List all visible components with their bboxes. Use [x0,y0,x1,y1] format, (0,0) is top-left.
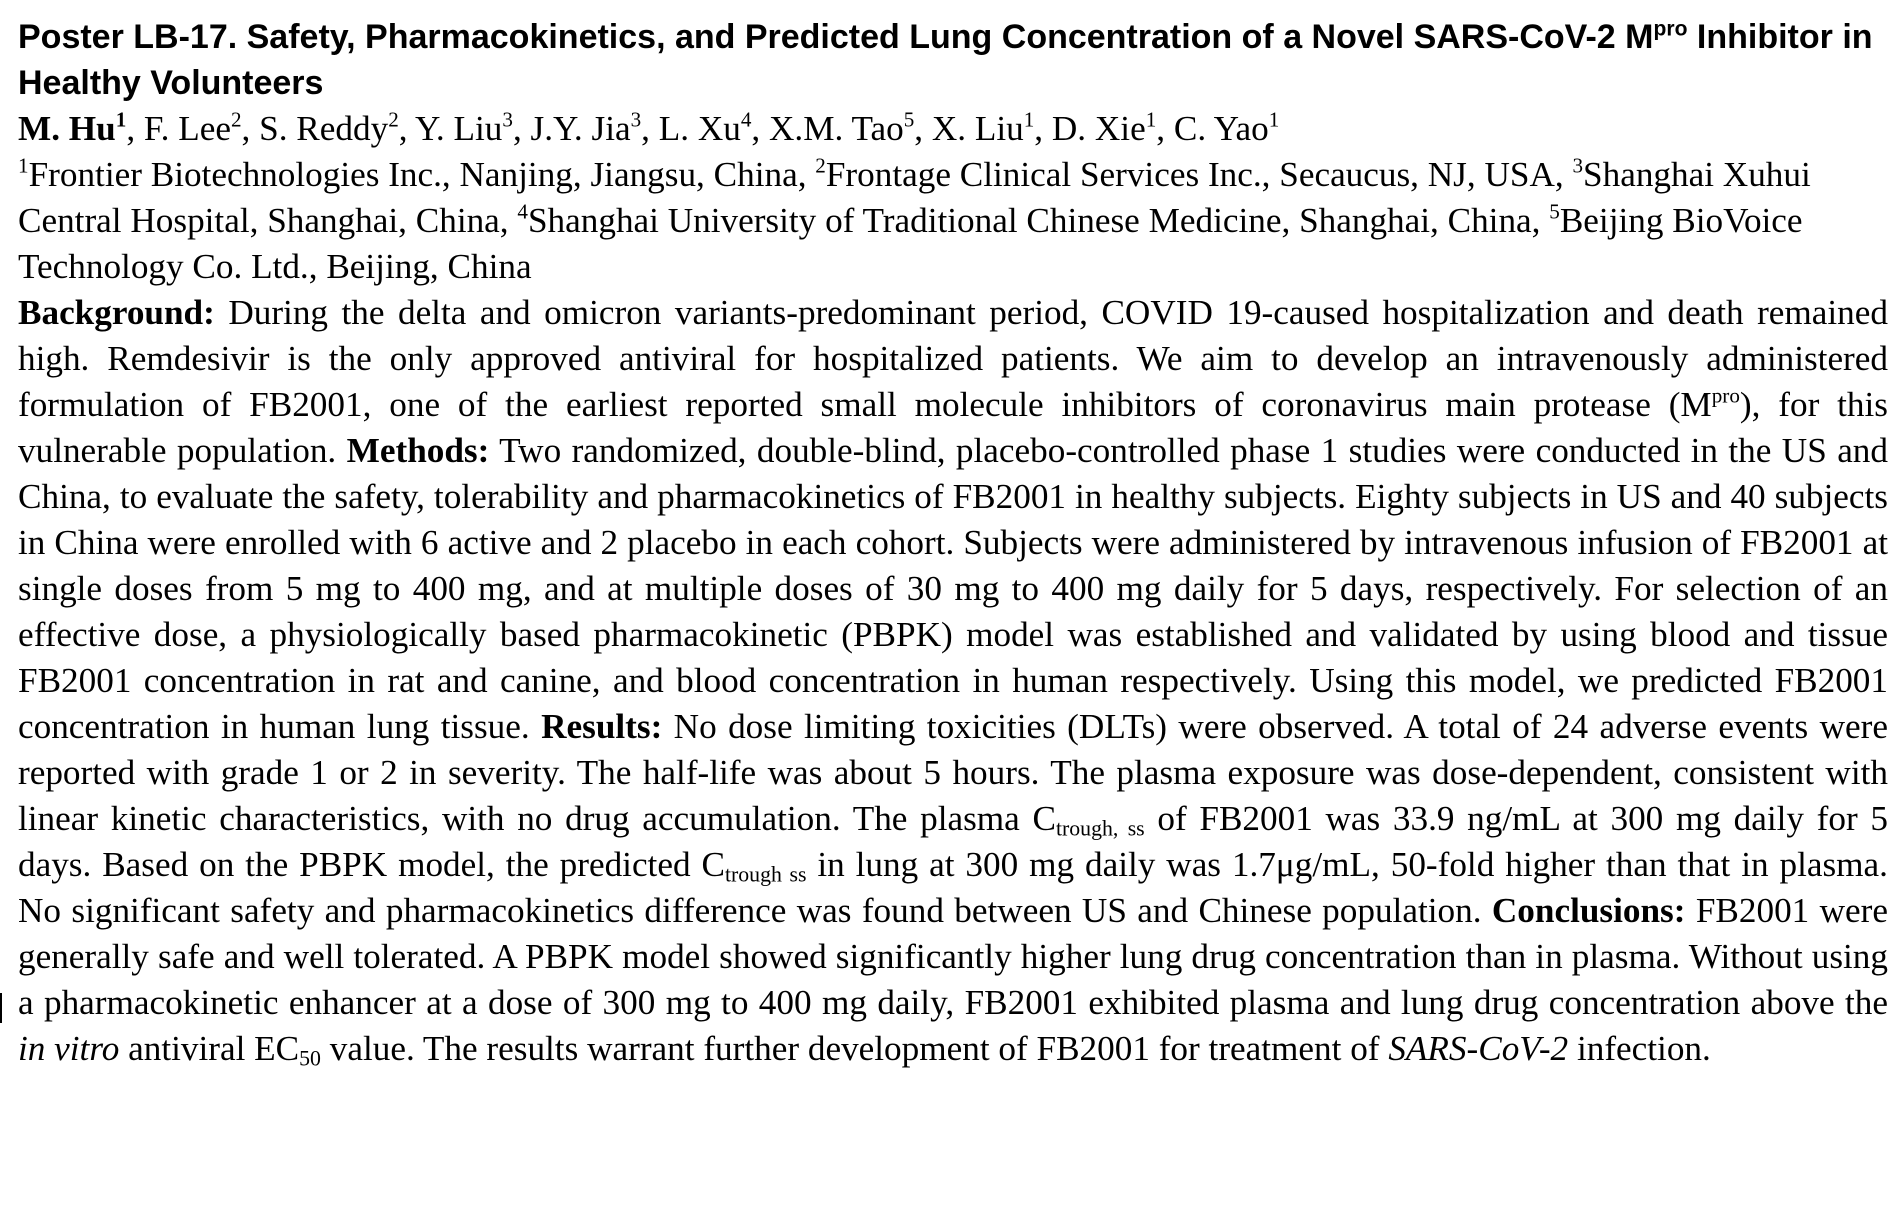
author-name: S. Reddy [259,109,389,148]
virus-name-italic: SARS-CoV-2 [1388,1029,1569,1068]
results-text-3: in lung at 300 mg daily was 1.7μg/mL, 50-fold higher than that in plasma. No significant safety and pharmacokinetics difference was found between US and Chinese population. [18,845,1888,930]
protease-superscript: pro [1711,383,1740,408]
title-text-part1: Poster LB-17. Safety, Pharmacokinetics, and Predicted Lung Concentration of a Novel SARS-CoV-2 M [18,18,1654,56]
abstract-body [18,106,1888,1072]
author-list: M. Hu$^1$, F. Lee$^2$, S. Reddy$^2$, Y. Liu$^3$, J.Y. Jia$^3$, L. Xu$^4$, X.M. Tao$^5$, X. Liu$^1$, D. Xie$^1$, C. Yao$^1$ [18,107,1280,148]
conclusions-text-2: antiviral EC [119,1029,300,1068]
author-name: L. Xu [658,109,741,148]
author-affiliation-number: 2 [230,107,242,132]
results-text: No dose limiting toxicities (DLTs) were observed. A total of 24 adverse events were reported with grade 1 or 2 in severity. The half-life was about 5 hours. The plasma exposure was dose-dependent, consistent with linear kinetic characteristics, with no drug accumulation. The plasma C [18,707,1888,838]
author-name: C. Yao [1173,109,1269,148]
conclusions-heading: Conclusions: [1491,891,1686,930]
author-name: F. Lee [143,109,231,148]
author-name: X. Liu [931,109,1024,148]
affiliation-text: Shanghai Xuhui Central Hospital, Shanghai, China, [18,155,1811,240]
abstract-text [18,290,1888,1072]
conclusions-text-3: value. The results warrant further development of FB2001 for treatment of [320,1029,1389,1068]
title-text-part2: Inhibitor in Healthy Volunteers [18,18,1873,102]
abstract-page [18,14,1888,1072]
affiliation-text: Beijing BioVoice Technology Co. Ltd., Beijing, China [18,201,1803,286]
background-heading: Background: [18,293,215,332]
affiliation-number: 5 [1549,199,1560,224]
title-superscript: pro [1653,17,1688,41]
author-name: D. Xie [1051,109,1146,148]
author-affiliation-number: 1 [115,107,127,132]
conclusions-text-4: infection. [1568,1029,1711,1068]
background-text-end: ), for this vulnerable population. [18,385,1888,470]
results-text-2: of FB2001 was 33.9 ng/mL at 300 mg daily for 5 days. Based on the PBPK model, the predicted C [18,799,1888,884]
author-affiliation-number: 1 [1023,107,1035,132]
conclusions-text: FB2001 were generally safe and well tolerated. A PBPK model showed significantly higher lung drug concentration than in plasma. Without using a pharmacokinetic enhancer at a dose of 300 mg to 400 mg daily, FB2001 exhibited plasma and lung drug concentration above the [18,891,1889,1022]
author-name: J.Y. Jia [530,109,631,148]
author-name: M. Hu [18,109,116,148]
background-text: During the delta and omicron variants-predominant period, COVID 19-caused hospitalization and death remained high. Remdesivir is the only approved antiviral for hospitalized patients. We aim to develop an intravenously administered formulation of FB2001, one of the earliest reported small molecule inhibitors of coronavirus main protease (M [18,293,1888,424]
author-name: Y. Liu [415,109,503,148]
author-affiliation-number: 3 [502,107,513,132]
affiliation-number: 4 [517,199,528,224]
affiliation-text: Frontage Clinical Services Inc., Secaucus, NJ, USA, [825,155,1573,194]
affiliation-text: Shanghai University of Traditional Chinese Medicine, Shanghai, China, [527,201,1550,240]
margin-change-bar [0,993,2,1023]
affiliation-number: 3 [1572,153,1584,178]
affiliation-list [18,152,1888,290]
author-name: X.M. Tao [769,109,904,148]
author-affiliation-number: 1 [1268,107,1280,132]
ctrough-subscript: trough ss [724,862,807,887]
in-vitro-italic: in vitro [18,1029,120,1068]
affiliation-number: 2 [815,153,826,178]
affiliation-number: 1 [18,153,29,178]
results-heading: Results: [541,707,663,746]
author-affiliation-number: 4 [740,107,752,132]
ec50-subscript: 50 [299,1046,321,1071]
methods-text: Two randomized, double-blind, placebo-controlled phase 1 studies were conducted in the US and China, to evaluate the safety, tolerability and pharmacokinetics of FB2001 in healthy subjects. Eighty subjects in US and 40 subjects in China were enrolled with 6 active and 2 placebo in each cohort. Subjects were administered by intravenous infusion of FB2001 at single doses from 5 mg to 400 mg, and at multiple doses of 30 mg to 400 mg daily for 5 days, respectively. For selection of an effective dose, a physiologically based pharmacokinetic (PBPK) model was established and validated by using blood and tissue FB2001 concentration in rat and canine, and blood concentration in human respectively. Using this model, we predicted FB2001 concentration in human lung tissue. [18,431,1888,746]
author-affiliation-number: 3 [630,107,642,132]
methods-heading: Methods: [346,431,490,470]
author-affiliation-number: 1 [1145,107,1157,132]
author-affiliation-number: 2 [388,107,399,132]
poster-title [18,14,1888,106]
author-affiliation-number: 5 [903,107,915,132]
ctrough-subscript: trough, ss [1055,816,1145,841]
affiliation-text: Frontier Biotechnologies Inc., Nanjing, Jiangsu, China, [28,155,816,194]
